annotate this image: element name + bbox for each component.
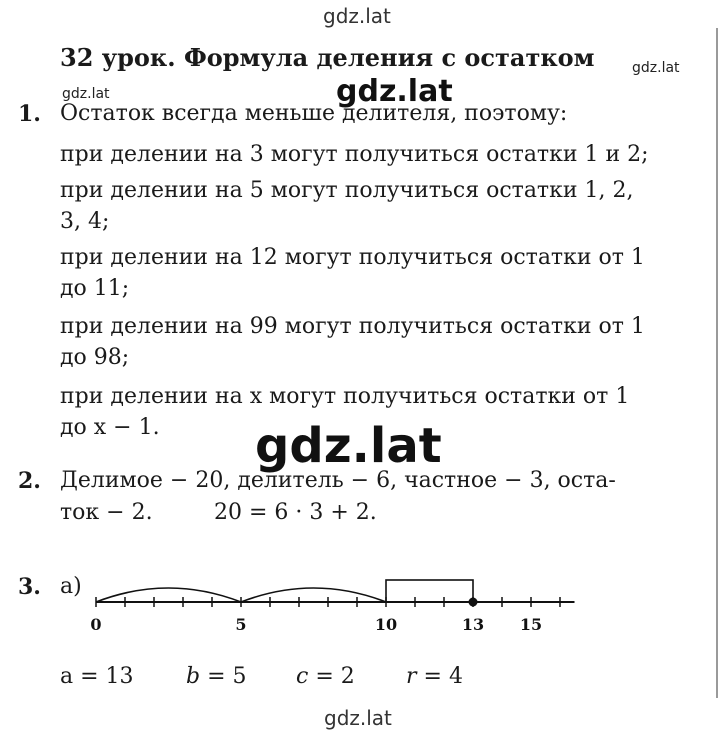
page-title: 32 урок. Формула деления с остатком	[60, 43, 595, 72]
task1-line: при делении на x могут получиться остатки от 1	[60, 384, 630, 409]
task1-line: при делении на 99 могут получиться остатки от 1	[60, 314, 645, 339]
val-r: = 4	[416, 664, 463, 689]
remainder-box	[386, 580, 473, 602]
value-a: a = 13	[60, 664, 134, 689]
task1-line: при делении на 12 могут получиться остатки от 1	[60, 245, 645, 270]
task2-number: 2.	[18, 468, 41, 494]
task1-line: при делении на 5 могут получиться остатки 1, 2,	[60, 178, 634, 203]
tick-label: 0	[90, 615, 102, 634]
task2-line1: Делимое − 20, делитель − 6, частное − 3, оста-	[60, 468, 616, 493]
value-b	[186, 664, 247, 689]
task1-line: до 98;	[60, 345, 130, 370]
task1-number: 1.	[18, 101, 41, 127]
task2-equation: 20 = 6 · 3 + 2.	[214, 500, 377, 525]
watermark-bottom: gdz.lat	[324, 706, 392, 730]
var-r: r	[406, 664, 417, 689]
point-marker	[469, 598, 478, 607]
watermark-left: gdz.lat	[62, 86, 110, 102]
division-arc	[96, 588, 241, 602]
var-b: b	[186, 664, 201, 689]
task3-part-label: а)	[60, 574, 82, 599]
watermark-right: gdz.lat	[632, 60, 680, 76]
task1-line: Остаток всегда меньше делителя, поэтому:	[60, 101, 568, 126]
division-arc	[241, 588, 386, 602]
var-c: c	[296, 664, 309, 689]
task3-number: 3.	[18, 574, 41, 600]
tick-label: 5	[235, 615, 247, 634]
tick-label: 15	[519, 615, 543, 634]
watermark-top: gdz.lat	[323, 4, 391, 28]
value-c	[296, 664, 355, 689]
value-r	[406, 664, 463, 689]
task2-line2a: ток − 2.	[60, 500, 153, 525]
tick-label: 10	[374, 615, 398, 634]
number-line	[0, 560, 720, 640]
val-c: = 2	[308, 664, 355, 689]
watermark-mid: gdz.lat	[336, 74, 453, 109]
task1-line: до x − 1.	[60, 415, 160, 440]
val-b: = 5	[200, 664, 247, 689]
watermark-big: gdz.lat	[255, 418, 442, 474]
tick-label: 13	[461, 615, 485, 634]
task1-line: 3, 4;	[60, 209, 110, 234]
task1-line: до 11;	[60, 276, 130, 301]
task1-line: при делении на 3 могут получиться остатки 1 и 2;	[60, 142, 649, 167]
